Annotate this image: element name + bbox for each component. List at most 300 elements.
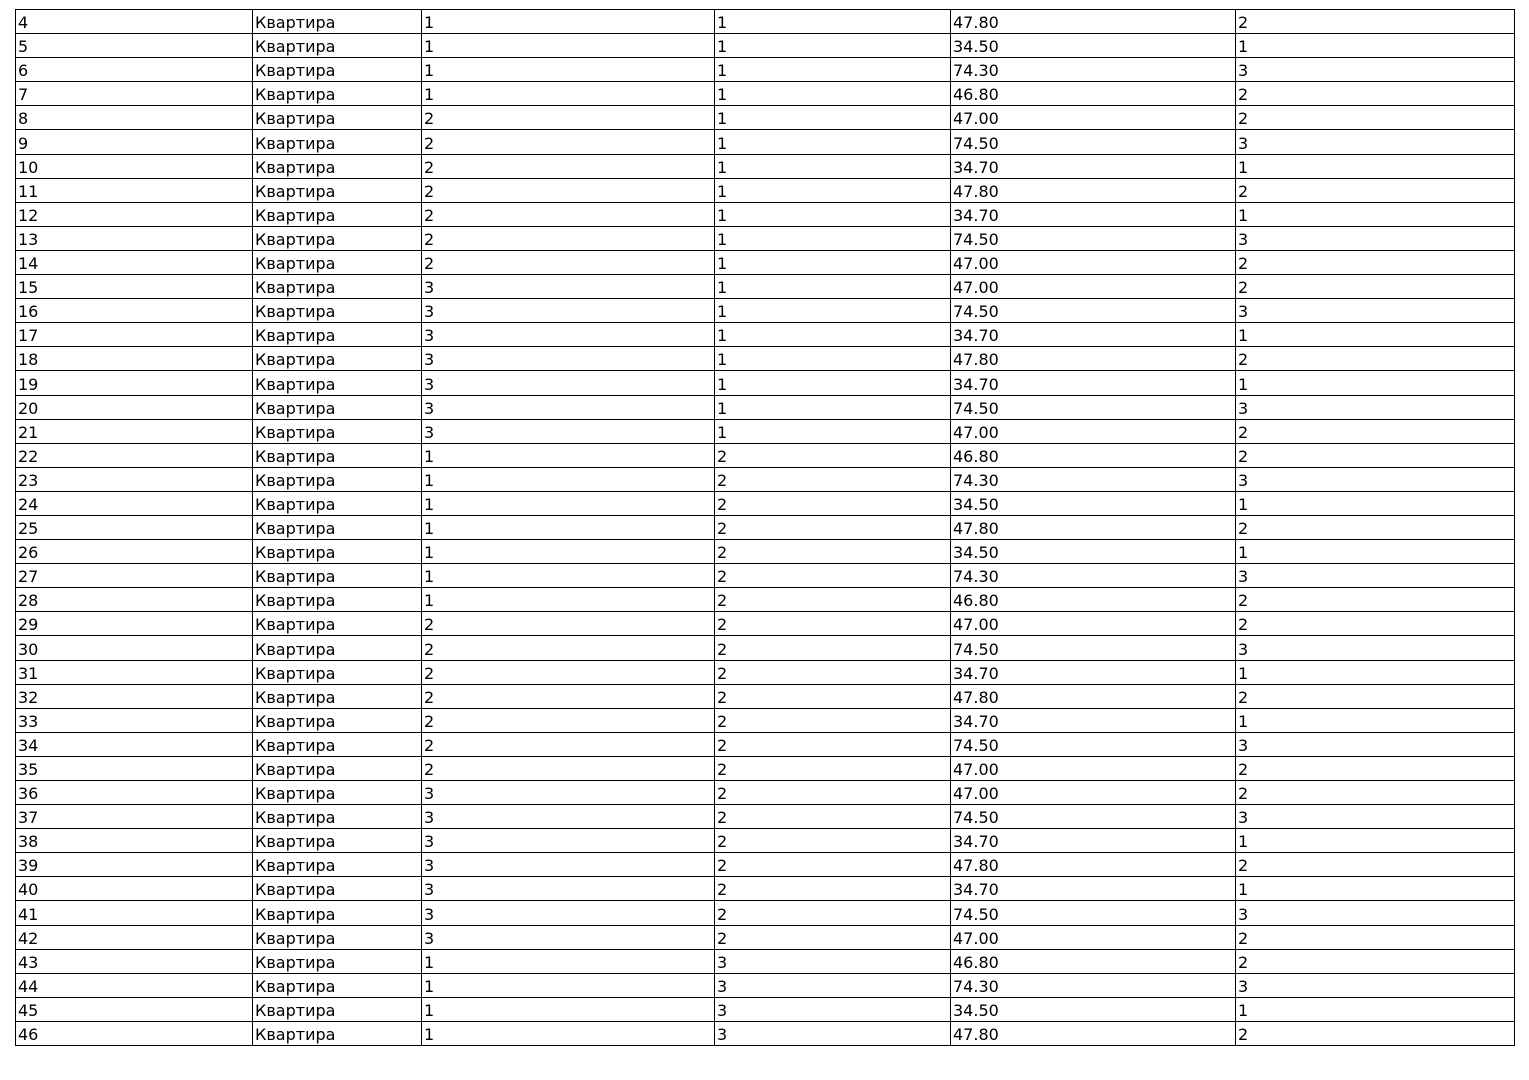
- section-cell: 3: [422, 347, 715, 371]
- section-cell: 2: [422, 708, 715, 732]
- table-row: [16, 949, 1515, 973]
- floor-cell: 1: [715, 250, 951, 274]
- area-cell: 74.30: [951, 973, 1236, 997]
- floor-cell: 2: [715, 901, 951, 925]
- table-row: [16, 10, 1515, 34]
- section-cell: 3: [422, 829, 715, 853]
- type-cell: Квартира: [253, 515, 422, 539]
- rooms-cell: 2: [1236, 275, 1515, 299]
- number-cell: 12: [16, 202, 253, 226]
- area-cell: 34.70: [951, 202, 1236, 226]
- rooms-cell: 2: [1236, 82, 1515, 106]
- area-cell: 47.80: [951, 178, 1236, 202]
- table-row: [16, 805, 1515, 829]
- table-row: [16, 371, 1515, 395]
- type-cell: Квартира: [253, 467, 422, 491]
- rooms-cell: 3: [1236, 732, 1515, 756]
- section-cell: 1: [422, 997, 715, 1021]
- table-row: [16, 564, 1515, 588]
- floor-cell: 1: [715, 419, 951, 443]
- floor-cell: 2: [715, 684, 951, 708]
- area-cell: 46.80: [951, 949, 1236, 973]
- number-cell: 4: [16, 10, 253, 34]
- type-cell: Квартира: [253, 178, 422, 202]
- table-row: [16, 901, 1515, 925]
- type-cell: Квартира: [253, 588, 422, 612]
- floor-cell: 1: [715, 82, 951, 106]
- table-row: [16, 925, 1515, 949]
- number-cell: 43: [16, 949, 253, 973]
- number-cell: 39: [16, 853, 253, 877]
- section-cell: 3: [422, 853, 715, 877]
- area-cell: 34.70: [951, 371, 1236, 395]
- floor-cell: 2: [715, 443, 951, 467]
- table-row: [16, 130, 1515, 154]
- floor-cell: 2: [715, 781, 951, 805]
- section-cell: 3: [422, 323, 715, 347]
- table-row: [16, 756, 1515, 780]
- table-row: [16, 347, 1515, 371]
- type-cell: Квартира: [253, 299, 422, 323]
- section-cell: 1: [422, 540, 715, 564]
- number-cell: 46: [16, 1021, 253, 1045]
- table-row: [16, 853, 1515, 877]
- section-cell: 3: [422, 925, 715, 949]
- rooms-cell: 1: [1236, 371, 1515, 395]
- floor-cell: 2: [715, 515, 951, 539]
- type-cell: Квартира: [253, 106, 422, 130]
- section-cell: 2: [422, 106, 715, 130]
- number-cell: 5: [16, 34, 253, 58]
- number-cell: 31: [16, 660, 253, 684]
- table-row: [16, 106, 1515, 130]
- floor-cell: 1: [715, 178, 951, 202]
- type-cell: Квартира: [253, 154, 422, 178]
- floor-cell: 2: [715, 588, 951, 612]
- number-cell: 20: [16, 395, 253, 419]
- table-row: [16, 684, 1515, 708]
- number-cell: 14: [16, 250, 253, 274]
- type-cell: Квартира: [253, 708, 422, 732]
- table-row: [16, 226, 1515, 250]
- area-cell: 74.50: [951, 299, 1236, 323]
- rooms-cell: 2: [1236, 612, 1515, 636]
- floor-cell: 1: [715, 323, 951, 347]
- table-row: [16, 491, 1515, 515]
- table-row: [16, 154, 1515, 178]
- type-cell: Квартира: [253, 323, 422, 347]
- section-cell: 2: [422, 636, 715, 660]
- type-cell: Квартира: [253, 732, 422, 756]
- apartments-table: [15, 9, 1515, 1046]
- type-cell: Квартира: [253, 419, 422, 443]
- type-cell: Квартира: [253, 443, 422, 467]
- area-cell: 34.50: [951, 491, 1236, 515]
- type-cell: Квартира: [253, 660, 422, 684]
- area-cell: 47.80: [951, 347, 1236, 371]
- floor-cell: 2: [715, 829, 951, 853]
- number-cell: 9: [16, 130, 253, 154]
- number-cell: 45: [16, 997, 253, 1021]
- table-row: [16, 515, 1515, 539]
- section-cell: 1: [422, 515, 715, 539]
- number-cell: 44: [16, 973, 253, 997]
- floor-cell: 2: [715, 660, 951, 684]
- area-cell: 74.50: [951, 805, 1236, 829]
- area-cell: 34.70: [951, 154, 1236, 178]
- floor-cell: 1: [715, 130, 951, 154]
- number-cell: 13: [16, 226, 253, 250]
- rooms-cell: 1: [1236, 540, 1515, 564]
- section-cell: 2: [422, 250, 715, 274]
- floor-cell: 1: [715, 10, 951, 34]
- type-cell: Квартира: [253, 540, 422, 564]
- floor-cell: 1: [715, 275, 951, 299]
- section-cell: 1: [422, 588, 715, 612]
- area-cell: 34.70: [951, 877, 1236, 901]
- rooms-cell: 2: [1236, 949, 1515, 973]
- table-row: [16, 202, 1515, 226]
- floor-cell: 2: [715, 636, 951, 660]
- rooms-cell: 3: [1236, 901, 1515, 925]
- rooms-cell: 1: [1236, 154, 1515, 178]
- area-cell: 47.00: [951, 925, 1236, 949]
- section-cell: 1: [422, 491, 715, 515]
- number-cell: 36: [16, 781, 253, 805]
- table-row: [16, 82, 1515, 106]
- rooms-cell: 3: [1236, 467, 1515, 491]
- section-cell: 1: [422, 949, 715, 973]
- floor-cell: 1: [715, 154, 951, 178]
- section-cell: 3: [422, 805, 715, 829]
- rooms-cell: 1: [1236, 708, 1515, 732]
- area-cell: 47.00: [951, 106, 1236, 130]
- floor-cell: 2: [715, 491, 951, 515]
- type-cell: Квартира: [253, 853, 422, 877]
- section-cell: 2: [422, 226, 715, 250]
- number-cell: 41: [16, 901, 253, 925]
- number-cell: 11: [16, 178, 253, 202]
- floor-cell: 2: [715, 756, 951, 780]
- table-row: [16, 275, 1515, 299]
- number-cell: 32: [16, 684, 253, 708]
- number-cell: 6: [16, 58, 253, 82]
- rooms-cell: 1: [1236, 34, 1515, 58]
- rooms-cell: 1: [1236, 323, 1515, 347]
- section-cell: 2: [422, 612, 715, 636]
- section-cell: 2: [422, 178, 715, 202]
- type-cell: Квартира: [253, 829, 422, 853]
- section-cell: 1: [422, 58, 715, 82]
- area-cell: 74.50: [951, 395, 1236, 419]
- section-cell: 1: [422, 82, 715, 106]
- type-cell: Квартира: [253, 901, 422, 925]
- section-cell: 3: [422, 901, 715, 925]
- area-cell: 34.70: [951, 323, 1236, 347]
- number-cell: 29: [16, 612, 253, 636]
- number-cell: 21: [16, 419, 253, 443]
- floor-cell: 1: [715, 106, 951, 130]
- table-row: [16, 323, 1515, 347]
- number-cell: 38: [16, 829, 253, 853]
- number-cell: 34: [16, 732, 253, 756]
- section-cell: 3: [422, 877, 715, 901]
- floor-cell: 1: [715, 58, 951, 82]
- area-cell: 47.00: [951, 781, 1236, 805]
- area-cell: 34.50: [951, 540, 1236, 564]
- rooms-cell: 3: [1236, 130, 1515, 154]
- area-cell: 47.80: [951, 1021, 1236, 1045]
- table-row: [16, 58, 1515, 82]
- floor-cell: 2: [715, 853, 951, 877]
- number-cell: 17: [16, 323, 253, 347]
- rooms-cell: 1: [1236, 202, 1515, 226]
- number-cell: 16: [16, 299, 253, 323]
- type-cell: Квартира: [253, 756, 422, 780]
- area-cell: 47.00: [951, 275, 1236, 299]
- section-cell: 2: [422, 154, 715, 178]
- number-cell: 19: [16, 371, 253, 395]
- table-body: [16, 10, 1515, 1046]
- rooms-cell: 2: [1236, 10, 1515, 34]
- number-cell: 26: [16, 540, 253, 564]
- section-cell: 2: [422, 660, 715, 684]
- type-cell: Квартира: [253, 10, 422, 34]
- table-row: [16, 997, 1515, 1021]
- area-cell: 47.80: [951, 853, 1236, 877]
- number-cell: 27: [16, 564, 253, 588]
- floor-cell: 2: [715, 877, 951, 901]
- type-cell: Квартира: [253, 275, 422, 299]
- type-cell: Квартира: [253, 34, 422, 58]
- area-cell: 74.30: [951, 58, 1236, 82]
- type-cell: Квартира: [253, 877, 422, 901]
- table-row: [16, 732, 1515, 756]
- area-cell: 34.70: [951, 829, 1236, 853]
- type-cell: Квартира: [253, 395, 422, 419]
- table-row: [16, 708, 1515, 732]
- section-cell: 3: [422, 781, 715, 805]
- number-cell: 10: [16, 154, 253, 178]
- section-cell: 1: [422, 1021, 715, 1045]
- section-cell: 1: [422, 973, 715, 997]
- area-cell: 34.70: [951, 660, 1236, 684]
- number-cell: 8: [16, 106, 253, 130]
- table-row: [16, 540, 1515, 564]
- floor-cell: 2: [715, 925, 951, 949]
- section-cell: 2: [422, 756, 715, 780]
- area-cell: 74.50: [951, 901, 1236, 925]
- number-cell: 23: [16, 467, 253, 491]
- area-cell: 47.00: [951, 756, 1236, 780]
- type-cell: Квартира: [253, 58, 422, 82]
- rooms-cell: 2: [1236, 347, 1515, 371]
- rooms-cell: 3: [1236, 636, 1515, 660]
- type-cell: Квартира: [253, 371, 422, 395]
- table-row: [16, 178, 1515, 202]
- floor-cell: 1: [715, 34, 951, 58]
- rooms-cell: 1: [1236, 877, 1515, 901]
- rooms-cell: 2: [1236, 250, 1515, 274]
- floor-cell: 2: [715, 708, 951, 732]
- type-cell: Квартира: [253, 347, 422, 371]
- type-cell: Квартира: [253, 226, 422, 250]
- number-cell: 25: [16, 515, 253, 539]
- table-row: [16, 588, 1515, 612]
- table-row: [16, 299, 1515, 323]
- section-cell: 3: [422, 419, 715, 443]
- section-cell: 1: [422, 443, 715, 467]
- floor-cell: 2: [715, 805, 951, 829]
- table-row: [16, 660, 1515, 684]
- number-cell: 30: [16, 636, 253, 660]
- floor-cell: 1: [715, 347, 951, 371]
- table-row: [16, 395, 1515, 419]
- area-cell: 74.50: [951, 130, 1236, 154]
- floor-cell: 1: [715, 202, 951, 226]
- table-row: [16, 877, 1515, 901]
- number-cell: 37: [16, 805, 253, 829]
- type-cell: Квартира: [253, 564, 422, 588]
- number-cell: 35: [16, 756, 253, 780]
- rooms-cell: 3: [1236, 973, 1515, 997]
- type-cell: Квартира: [253, 684, 422, 708]
- table-row: [16, 973, 1515, 997]
- floor-cell: 1: [715, 371, 951, 395]
- floor-cell: 2: [715, 612, 951, 636]
- number-cell: 33: [16, 708, 253, 732]
- rooms-cell: 2: [1236, 756, 1515, 780]
- rooms-cell: 2: [1236, 443, 1515, 467]
- area-cell: 47.80: [951, 10, 1236, 34]
- number-cell: 18: [16, 347, 253, 371]
- floor-cell: 1: [715, 299, 951, 323]
- type-cell: Квартира: [253, 202, 422, 226]
- rooms-cell: 2: [1236, 684, 1515, 708]
- rooms-cell: 2: [1236, 419, 1515, 443]
- type-cell: Квартира: [253, 1021, 422, 1045]
- floor-cell: 3: [715, 1021, 951, 1045]
- rooms-cell: 2: [1236, 588, 1515, 612]
- area-cell: 47.00: [951, 419, 1236, 443]
- rooms-cell: 3: [1236, 395, 1515, 419]
- rooms-cell: 2: [1236, 106, 1515, 130]
- floor-cell: 3: [715, 949, 951, 973]
- area-cell: 34.50: [951, 34, 1236, 58]
- number-cell: 40: [16, 877, 253, 901]
- number-cell: 42: [16, 925, 253, 949]
- type-cell: Квартира: [253, 82, 422, 106]
- section-cell: 2: [422, 202, 715, 226]
- table-row: [16, 34, 1515, 58]
- type-cell: Квартира: [253, 130, 422, 154]
- rooms-cell: 2: [1236, 178, 1515, 202]
- floor-cell: 3: [715, 973, 951, 997]
- document-page: [15, 9, 1514, 1046]
- type-cell: Квартира: [253, 997, 422, 1021]
- number-cell: 28: [16, 588, 253, 612]
- table-row: [16, 467, 1515, 491]
- area-cell: 34.70: [951, 708, 1236, 732]
- area-cell: 47.00: [951, 250, 1236, 274]
- table-row: [16, 250, 1515, 274]
- type-cell: Квартира: [253, 949, 422, 973]
- section-cell: 2: [422, 130, 715, 154]
- area-cell: 46.80: [951, 82, 1236, 106]
- rooms-cell: 3: [1236, 564, 1515, 588]
- section-cell: 3: [422, 299, 715, 323]
- rooms-cell: 1: [1236, 660, 1515, 684]
- area-cell: 46.80: [951, 443, 1236, 467]
- type-cell: Квартира: [253, 636, 422, 660]
- table-row: [16, 612, 1515, 636]
- floor-cell: 3: [715, 997, 951, 1021]
- type-cell: Квартира: [253, 612, 422, 636]
- rooms-cell: 3: [1236, 805, 1515, 829]
- area-cell: 47.80: [951, 515, 1236, 539]
- rooms-cell: 3: [1236, 299, 1515, 323]
- table-row: [16, 781, 1515, 805]
- area-cell: 47.80: [951, 684, 1236, 708]
- type-cell: Квартира: [253, 925, 422, 949]
- section-cell: 1: [422, 467, 715, 491]
- table-row: [16, 829, 1515, 853]
- area-cell: 47.00: [951, 612, 1236, 636]
- table-row: [16, 1021, 1515, 1045]
- number-cell: 24: [16, 491, 253, 515]
- area-cell: 74.30: [951, 564, 1236, 588]
- area-cell: 74.50: [951, 226, 1236, 250]
- floor-cell: 2: [715, 564, 951, 588]
- section-cell: 3: [422, 275, 715, 299]
- type-cell: Квартира: [253, 805, 422, 829]
- type-cell: Квартира: [253, 781, 422, 805]
- floor-cell: 2: [715, 467, 951, 491]
- number-cell: 7: [16, 82, 253, 106]
- floor-cell: 2: [715, 540, 951, 564]
- table-row: [16, 443, 1515, 467]
- area-cell: 34.50: [951, 997, 1236, 1021]
- rooms-cell: 2: [1236, 853, 1515, 877]
- type-cell: Квартира: [253, 491, 422, 515]
- rooms-cell: 2: [1236, 515, 1515, 539]
- rooms-cell: 3: [1236, 58, 1515, 82]
- section-cell: 2: [422, 732, 715, 756]
- rooms-cell: 2: [1236, 1021, 1515, 1045]
- table-row: [16, 636, 1515, 660]
- area-cell: 74.30: [951, 467, 1236, 491]
- rooms-cell: 1: [1236, 829, 1515, 853]
- floor-cell: 2: [715, 732, 951, 756]
- floor-cell: 1: [715, 226, 951, 250]
- section-cell: 3: [422, 371, 715, 395]
- area-cell: 74.50: [951, 636, 1236, 660]
- rooms-cell: 1: [1236, 997, 1515, 1021]
- table-row: [16, 419, 1515, 443]
- type-cell: Квартира: [253, 250, 422, 274]
- number-cell: 22: [16, 443, 253, 467]
- section-cell: 1: [422, 564, 715, 588]
- rooms-cell: 2: [1236, 781, 1515, 805]
- area-cell: 46.80: [951, 588, 1236, 612]
- section-cell: 2: [422, 684, 715, 708]
- floor-cell: 1: [715, 395, 951, 419]
- rooms-cell: 2: [1236, 925, 1515, 949]
- area-cell: 74.50: [951, 732, 1236, 756]
- number-cell: 15: [16, 275, 253, 299]
- rooms-cell: 1: [1236, 491, 1515, 515]
- section-cell: 3: [422, 395, 715, 419]
